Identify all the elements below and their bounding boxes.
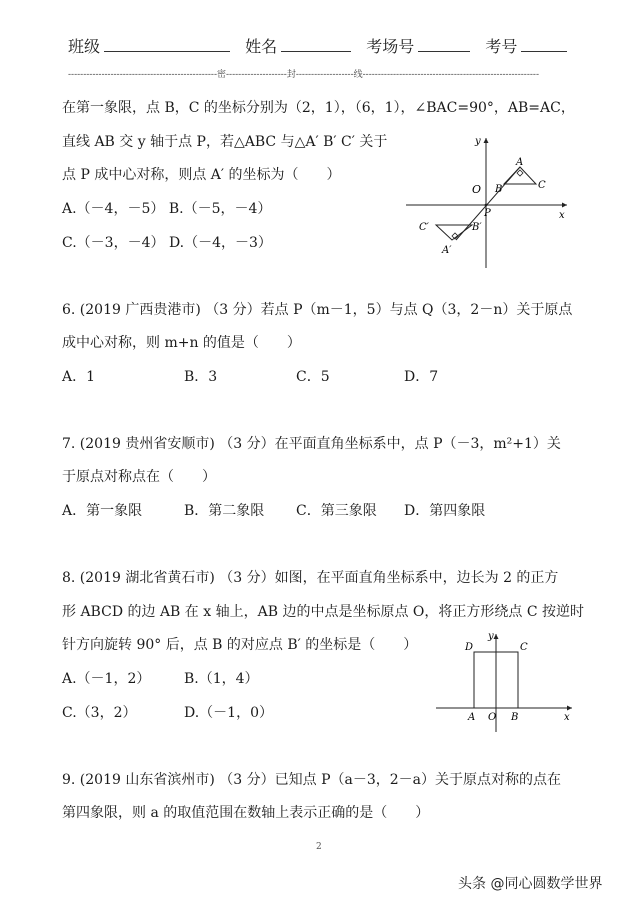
q5-label-p: P (484, 208, 491, 219)
q6-option-a[interactable]: A．1 (62, 369, 96, 385)
q5-options-row2 (62, 233, 272, 253)
q5-coordinate-figure (402, 132, 572, 272)
q9-line2: 第四象限，则 a 的取值范围在数轴上表示正确的是（ ） (62, 805, 430, 821)
q5-option-d[interactable]: D.（－4，－3） (168, 235, 272, 251)
q8-option-b[interactable]: B.（1，4） (184, 671, 259, 687)
q6-line2: 成中心对称，则 m+n 的值是（ ） (62, 335, 301, 351)
q7-option-b[interactable]: B．第二象限 (184, 503, 265, 519)
q5-label-x: x (559, 210, 565, 221)
q7-line2: 于原点对称点在（ ） (62, 469, 216, 485)
room-field[interactable] (418, 35, 470, 52)
q5-point-p (485, 204, 488, 207)
name-field[interactable] (281, 35, 351, 52)
q6-option-b[interactable]: B．3 (184, 369, 218, 385)
q6-line1: 6. (2019 广西贵港市) （3 分）若点 P（m－1，5）与点 Q（3，2－n）关于原点 (62, 302, 573, 318)
q8-label-d: D (465, 642, 474, 653)
q5-line3: 点 P 成中心对称，则点 A′ 的坐标为（ ） (62, 167, 341, 183)
q8-label-b: B (511, 712, 519, 723)
q7-option-a[interactable]: A．第一象限 (62, 503, 143, 519)
q5-label-o: O (472, 183, 482, 196)
q5-line-ab (456, 167, 520, 240)
q5-label-c: C (538, 180, 546, 191)
q5-line2: 直线 AB 交 y 轴于点 P，若△ABC 与△A′ B′ C′ 关于 (62, 134, 388, 150)
q5-label-c-prime: C′ (419, 222, 429, 233)
exam-header (68, 34, 577, 57)
number-label: 考号 (485, 37, 518, 56)
q5-option-a[interactable]: A.（－4，－5） (62, 201, 165, 217)
q5-line1: 在第一象限，点 B，C 的坐标分别为（2，1），（6，1），∠BAC=90°，AB=AC， (62, 100, 575, 116)
q9-line1: 9. (2019 山东省滨州市) （3 分）已知点 P（a－3，2－a）关于原点对称的点在 (62, 772, 561, 788)
q8-label-c: C (520, 642, 528, 653)
q8-line3: 针方向旋转 90° 后，点 B 的对应点 B′ 的坐标是（ ） (62, 637, 418, 653)
q6-option-c[interactable]: C．5 (296, 369, 330, 385)
q8-square-figure (432, 628, 577, 736)
q5-label-a-prime: A′ (442, 245, 452, 256)
q5-label-b-prime: B′ (472, 222, 482, 233)
q8-x-arrow-icon (567, 706, 572, 711)
q8-label-x: x (564, 712, 570, 723)
q8-option-c[interactable]: C.（3，2） (62, 705, 137, 721)
q5-label-a: A (516, 157, 524, 168)
q5-x-arrow-icon (562, 203, 567, 208)
q7-line1: 7. (2019 贵州省安顺市) （3 分）在平面直角坐标系中，点 P（－3，m²+1）关 (62, 436, 561, 452)
q7-option-c[interactable]: C．第三象限 (296, 503, 377, 519)
q5-label-y: y (475, 136, 481, 147)
q5-option-b[interactable]: B.（－5，－4） (168, 201, 272, 217)
room-label: 考场号 (366, 37, 415, 56)
q8-line1: 8. (2019 湖北省黄石市) （3 分）如图，在平面直角坐标系中，边长为 2 的正方 (62, 570, 559, 586)
number-field[interactable] (521, 35, 567, 52)
q8-option-d[interactable]: D.（－1，0） (184, 705, 273, 721)
q6-option-d[interactable]: D．7 (404, 369, 439, 385)
class-field[interactable] (104, 35, 230, 52)
name-label: 姓名 (245, 37, 278, 56)
q8-y-arrow-icon (494, 634, 499, 639)
q7-option-d[interactable]: D．第四象限 (404, 503, 486, 519)
q8-label-y: y (488, 631, 494, 642)
seal-line: -------------------------------------------------密--------------------封-------------------线---------------------------------------------------------- (68, 70, 539, 80)
q5-y-arrow-icon (484, 138, 489, 143)
q8-label-a: A (468, 712, 476, 723)
page-number: 2 (316, 842, 322, 852)
q5-option-c[interactable]: C.（－3，－4） (62, 235, 165, 251)
q8-option-a[interactable]: A.（－1，2） (62, 671, 151, 687)
q8-label-o: O (488, 712, 497, 723)
class-label: 班级 (68, 37, 101, 56)
q5-right-angle-mark-a (517, 170, 523, 176)
watermark: 头条 @同心圆数学世界 (458, 876, 603, 892)
q5-options-row1 (62, 199, 271, 219)
q5-label-b: B (495, 184, 503, 195)
q8-line2: 形 ABCD 的边 AB 在 x 轴上，AB 边的中点是坐标原点 O，将正方形绕点 C 按逆时 (62, 604, 584, 620)
